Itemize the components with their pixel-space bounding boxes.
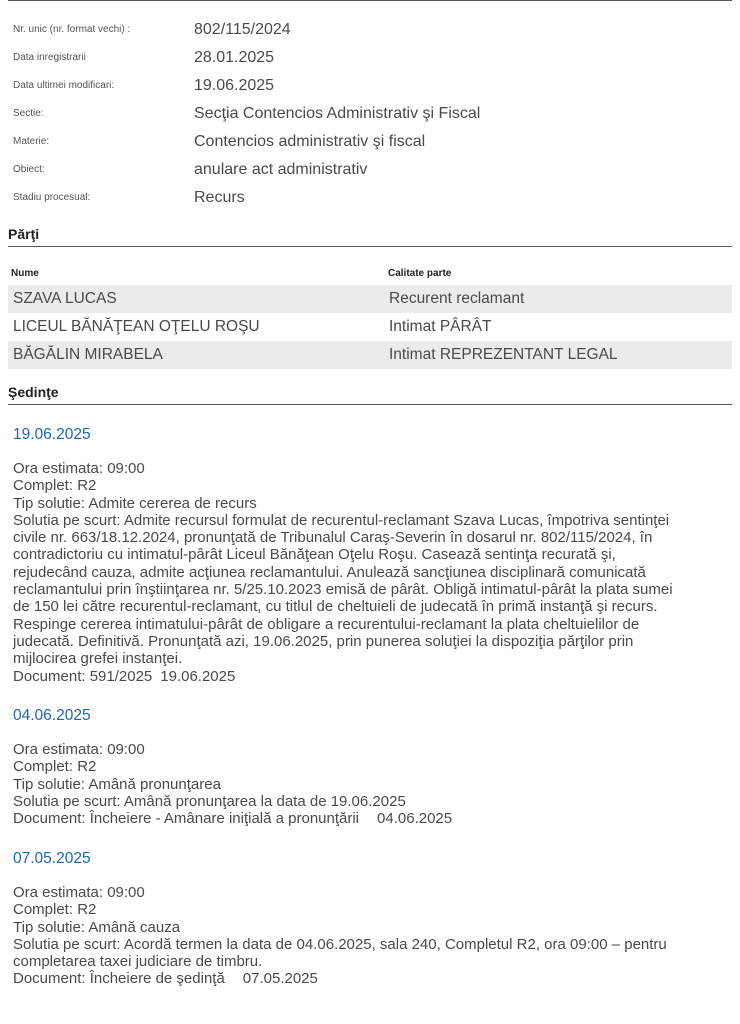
column-header-nume: Nume: [11, 268, 39, 279]
info-value: 28.01.2025: [194, 49, 275, 66]
info-value: Secţia Contencios Administrativ şi Fiscal: [194, 105, 481, 122]
document-line: [13, 810, 735, 827]
solutie-line: judecată. Definitivă. Pronunţată azi, 19.06.2025, prin punerea soluţiei la dispoziţia părţilor prin: [13, 632, 634, 650]
party-role: Intimat REPREZENTANT LEGAL: [389, 346, 618, 363]
column-header-calitate: Calitate parte: [388, 268, 452, 279]
info-value: 19.06.2025: [194, 77, 275, 94]
info-label: Stadiu procesual:: [13, 192, 91, 203]
info-value: 802/115/2024: [194, 21, 291, 38]
sedinta-date: 07.05.2025: [13, 850, 91, 867]
party-name: LICEUL BĂNĂŢEAN OŢELU ROŞU: [13, 318, 260, 335]
info-row-obiect: [0, 161, 740, 181]
document-date: 07.05.2025: [242, 970, 318, 988]
info-value: Contencios administrativ şi fiscal: [194, 133, 426, 150]
solutie-line: Respinge cererea intimatului-pârât de obligare a recurentului-reclamant la plata cheltuielilor de: [13, 615, 640, 633]
info-label: Nr. unic (nr. format vechi) :: [13, 24, 131, 35]
solutie-line: Solutia pe scurt: Admite recursul formulat de recurentul-reclamant Szava Lucas, împotriva sentinţei: [13, 511, 670, 529]
sedinta-entry: [13, 850, 735, 988]
tip-solutie: Tip solutie: Admite cererea de recurs: [13, 494, 257, 512]
info-row-data-inregistrarii: [0, 49, 740, 69]
sedinta-entry: [13, 707, 735, 827]
top-divider: [8, 0, 732, 1]
tip-solutie: Tip solutie: Amână pronunţarea: [13, 775, 221, 793]
solutie-line: de 150 lei către recurentul-reclamant, cu titlul de cheltuieli de judecată în primă instanţă şi recurs.: [13, 598, 658, 616]
solutie-line: Solutia pe scurt: Amână pronunţarea la data de 19.06.2025: [13, 792, 406, 810]
table-row: [8, 341, 732, 369]
sedinta-date: 04.06.2025: [13, 707, 91, 724]
ora-estimata: Ora estimata: 09:00: [13, 884, 145, 901]
ora-estimata: Ora estimata: 09:00: [13, 460, 145, 477]
solutie-line: civile nr. 663/18.12.2024, pronunţată de Tribunalul Caraş-Severin în dosarul nr. 802/115/2024, în: [13, 529, 653, 547]
document-date: 19.06.2025: [160, 667, 236, 685]
document-label: Document: Încheiere de şedinţă: [13, 970, 225, 988]
solutie-line: rejudecând cauza, admite acţiunea reclamantului. Anulează sancţiunea disciplinară comunicată: [13, 563, 646, 581]
info-row-sectie: [0, 105, 740, 125]
sedinta-entry: [13, 426, 735, 685]
document-date: 04.06.2025: [377, 810, 453, 828]
info-row-materie: [0, 133, 740, 153]
solutie-line: contradictoriu cu intimatul-pârât Liceul Bănăţean Oţelu Roşu. Casează sentinţa recurată şi,: [13, 546, 616, 564]
table-row: [8, 285, 732, 313]
document-line: [13, 668, 735, 685]
document-label: Document: Încheiere - Amânare iniţială a pronunţării: [13, 810, 360, 828]
party-name: SZAVA LUCAS: [13, 290, 117, 307]
info-label: Obiect:: [13, 164, 45, 175]
complet: Complet: R2: [13, 477, 97, 495]
sedinte-section-rule: [8, 404, 732, 405]
complet: Complet: R2: [13, 758, 97, 776]
party-name: BĂGĂLIN MIRABELA: [13, 346, 163, 363]
party-role: Recurent reclamant: [389, 290, 525, 307]
info-row-nr-unic: [0, 21, 740, 41]
complet: Complet: R2: [13, 901, 97, 919]
document-line: [13, 970, 735, 987]
document-label: Document: 591/2025: [13, 667, 153, 685]
parti-section-title: Părţi: [8, 226, 40, 242]
info-label: Data inregistrarii: [13, 52, 86, 63]
ora-estimata: Ora estimata: 09:00: [13, 741, 145, 758]
sedinta-date: 19.06.2025: [13, 426, 91, 443]
sedinte-section-title: Şedinţe: [8, 384, 59, 400]
info-label: Sectie:: [13, 108, 44, 119]
info-row-stadiu-procesual: [0, 189, 740, 209]
info-row-data-ultimei-modificari: [0, 77, 740, 97]
tip-solutie: Tip solutie: Amână cauza: [13, 918, 181, 936]
info-label: Materie:: [13, 136, 50, 147]
party-role: Intimat PÂRÂT: [389, 318, 492, 335]
info-value: Recurs: [194, 189, 245, 206]
solutie-line: Solutia pe scurt: Acordă termen la data de 04.06.2025, sala 240, Completul R2, ora 09:00 – pentru: [13, 935, 667, 953]
solutie-line: reclamantului prin înştiinţarea nr. 5/25.10.2023 emisă de pârât. Obligă intimatul-pârât la plata sumei: [13, 581, 673, 599]
info-value: anulare act administrativ: [194, 161, 368, 178]
parti-section-rule: [8, 246, 732, 247]
solutie-line: mijlocirea grefei instanţei.: [13, 650, 183, 668]
table-row: [8, 313, 732, 341]
info-label: Data ultimei modificari:: [13, 80, 115, 91]
solutie-line: completarea taxei judiciare de timbru.: [13, 953, 263, 971]
